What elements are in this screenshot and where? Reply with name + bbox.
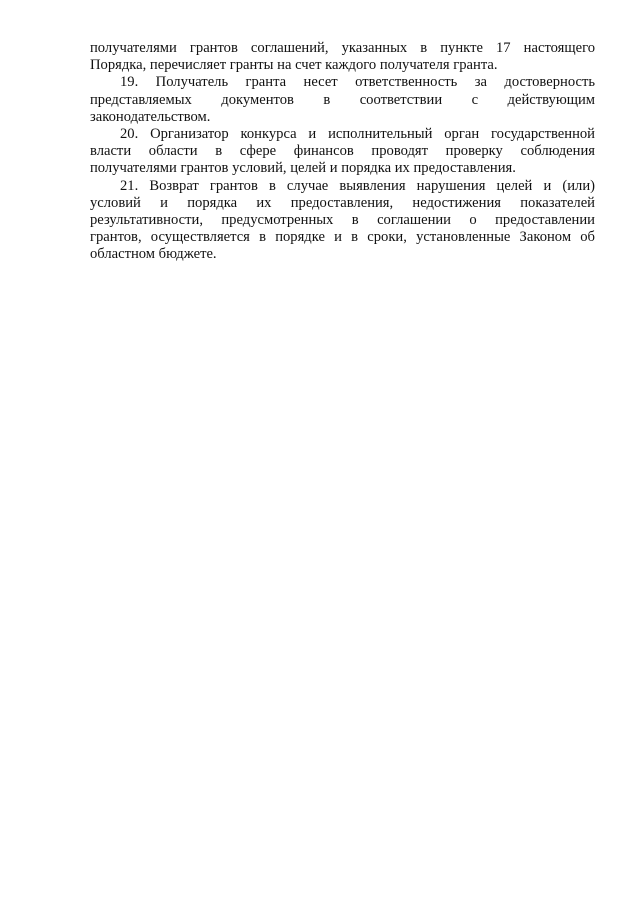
text-line: результативности, предусмотренных в соглашении о предоставлении [90,212,595,229]
text-line: 19. Получатель гранта несет ответственность за достоверность [120,74,595,91]
text-line: 20. Организатор конкурса и исполнительный орган государственной [120,126,595,143]
text-line: получателями грантов соглашений, указанных в пункте 17 настоящего [90,40,595,56]
text-line: 21. Возврат грантов в случае выявления нарушения целей и (или) [120,177,595,194]
text-line: власти области в сфере финансов проводят проверку соблюдения [90,143,595,160]
text-line: Порядка, перечисляет гранты на счет каждого получателя гранта. [90,57,498,74]
paragraph-21 [90,178,595,264]
text-line: получателями грантов условий, целей и порядка их предоставления. [90,160,516,177]
text-line: представляемых документов в соответствии с действующим [90,91,595,108]
text-line: законодательством. [90,108,211,125]
document-body [90,40,595,264]
text-line: грантов, осуществляется в порядке и в сроки, установленные Законом об [90,229,595,246]
text-line: условий и порядка их предоставления, недостижения показателей [90,194,595,211]
paragraph-19 [90,74,595,126]
text-line: областном бюджете. [90,246,217,263]
paragraph-20 [90,126,595,178]
paragraph-continuation [90,40,595,74]
